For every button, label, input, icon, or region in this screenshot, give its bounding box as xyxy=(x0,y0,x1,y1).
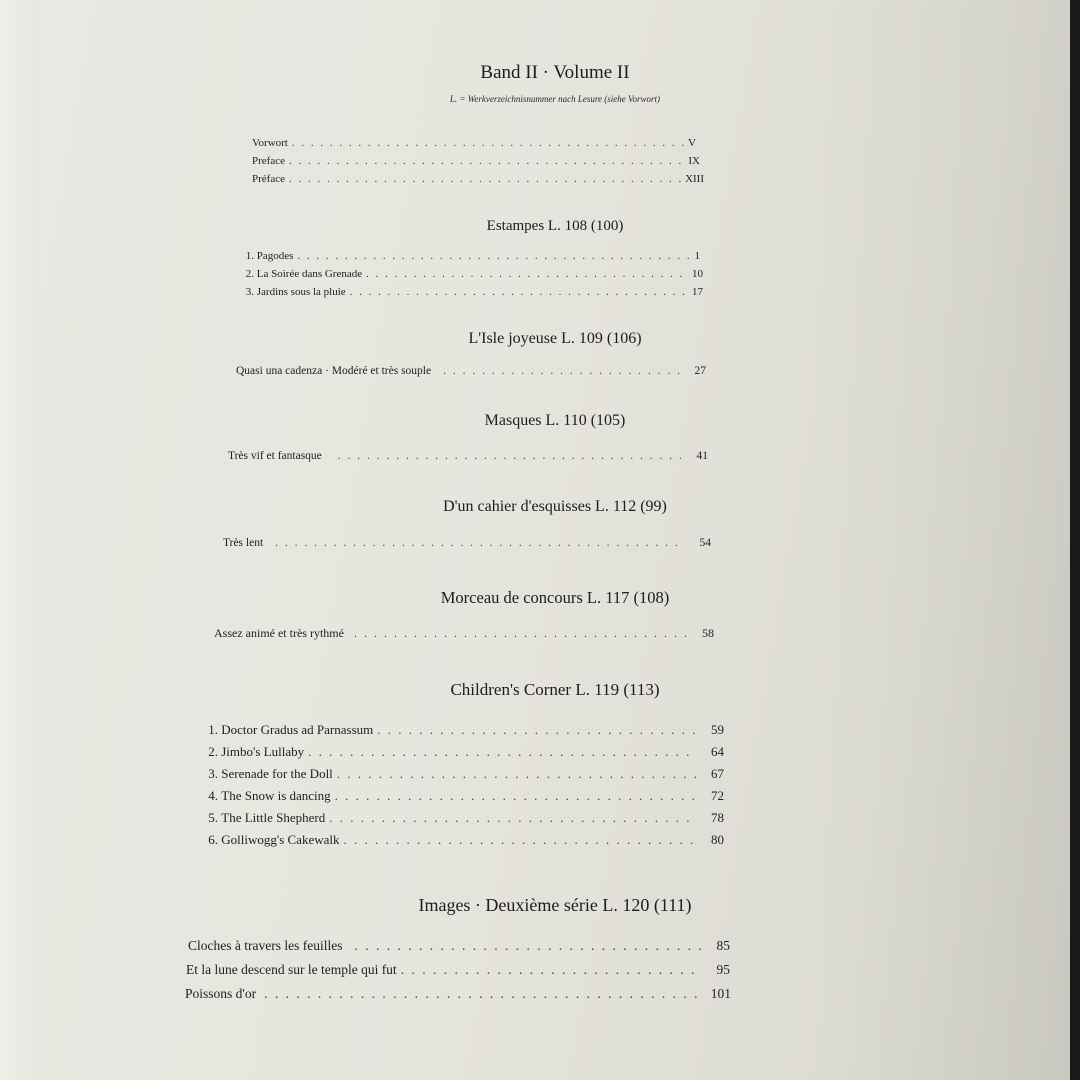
entry-label: The Snow is dancing xyxy=(221,788,331,803)
dot-leader xyxy=(354,626,686,641)
dot-leader xyxy=(275,537,681,549)
toc-entry[interactable] xyxy=(188,938,730,954)
toc-entry[interactable] xyxy=(200,722,724,738)
toc-entry-preface[interactable] xyxy=(252,155,700,167)
entry-label: Vorwort xyxy=(252,137,288,149)
entry-page: 95 xyxy=(716,962,730,977)
toc-entry[interactable] xyxy=(186,962,730,978)
entry-label: Preface xyxy=(252,155,285,167)
toc-entry[interactable] xyxy=(200,810,724,826)
entry-page: 58 xyxy=(702,626,714,640)
entry-number: 3. xyxy=(208,766,218,781)
entry-page: 1 xyxy=(694,250,700,262)
dot-leader xyxy=(329,810,697,826)
toc-entry[interactable] xyxy=(200,832,724,848)
volume-title: Band II · Volume II xyxy=(480,62,630,83)
toc-entry[interactable] xyxy=(200,766,724,782)
dot-leader xyxy=(443,365,680,377)
dot-leader xyxy=(338,450,681,462)
entry-label: Cloches à travers les feuilles xyxy=(188,938,343,953)
dot-leader xyxy=(401,962,701,978)
page-shadow xyxy=(810,0,1070,1080)
dot-leader xyxy=(335,788,697,804)
entry-label: Jimbo's Lullaby xyxy=(221,744,305,759)
toc-entry[interactable] xyxy=(236,365,706,377)
dot-leader xyxy=(350,286,688,298)
entry-page: 85 xyxy=(716,938,730,953)
entry-label: Préface xyxy=(252,173,285,185)
toc-page xyxy=(40,0,1070,1080)
toc-entry[interactable] xyxy=(240,286,703,298)
entry-number: 3. xyxy=(245,286,254,298)
entry-page: IX xyxy=(688,155,700,167)
entry-page: V xyxy=(688,137,696,149)
dot-leader xyxy=(308,744,697,760)
section-title-cahier-esquisses: D'un cahier d'esquisses L. 112 (99) xyxy=(443,498,667,515)
toc-entry-vorwort[interactable] xyxy=(252,137,696,149)
dot-leader xyxy=(297,250,690,262)
dot-leader xyxy=(289,155,684,167)
entry-number: 1. xyxy=(208,722,218,737)
entry-label: Très lent xyxy=(223,537,264,549)
entry-label: The Little Shepherd xyxy=(221,810,326,825)
dot-leader xyxy=(354,938,700,954)
toc-entry[interactable] xyxy=(200,788,724,804)
entry-number: 1. xyxy=(245,250,254,262)
entry-page: 64 xyxy=(711,744,724,759)
section-title-childrens-corner: Children's Corner L. 119 (113) xyxy=(450,680,660,699)
entry-page: 41 xyxy=(696,450,708,462)
toc-entry-preface-fr[interactable] xyxy=(252,173,704,185)
entry-label: Et la lune descend sur le temple qui fut xyxy=(186,962,397,977)
entry-page: 54 xyxy=(699,537,711,549)
entry-number: 4. xyxy=(208,788,218,803)
entry-label: Assez animé et très rythmé xyxy=(214,626,344,640)
toc-entry[interactable] xyxy=(214,626,714,641)
section-title-images: Images · Deuxième série L. 120 (111) xyxy=(418,895,692,915)
toc-entry[interactable] xyxy=(200,744,724,760)
entry-page: 17 xyxy=(692,286,703,298)
entry-label: Quasi una cadenza · Modéré et très souple xyxy=(236,365,432,377)
entry-label: Jardins sous la pluie xyxy=(256,286,346,298)
toc-entry[interactable] xyxy=(228,450,708,462)
entry-number: 2. xyxy=(245,268,254,280)
entry-page: 101 xyxy=(710,986,731,1001)
toc-entry[interactable] xyxy=(185,986,731,1002)
entry-number: 6. xyxy=(208,832,218,847)
entry-number: 2. xyxy=(208,744,218,759)
dot-leader xyxy=(377,722,697,738)
entry-label: La Soirée dans Grenade xyxy=(256,268,363,280)
entry-page: 10 xyxy=(692,268,703,280)
dot-leader xyxy=(344,832,698,848)
entry-label: Pagodes xyxy=(256,250,294,262)
entry-label: Doctor Gradus ad Parnassum xyxy=(221,722,374,737)
section-title-isle-joyeuse: L'Isle joyeuse L. 109 (106) xyxy=(468,330,642,347)
entry-number: 5. xyxy=(208,810,218,825)
entry-page: 80 xyxy=(711,832,724,847)
section-title-morceau-concours: Morceau de concours L. 117 (108) xyxy=(440,588,670,607)
entry-page: 72 xyxy=(711,788,724,803)
toc-entry[interactable] xyxy=(240,268,703,280)
entry-label: Serenade for the Doll xyxy=(221,766,333,781)
toc-entry[interactable] xyxy=(240,250,700,262)
lesure-note: L. = Werkverzeichnisnummer nach Lesure (siehe Vorwort) xyxy=(449,94,661,104)
section-title-masques: Masques L. 110 (105) xyxy=(484,412,626,429)
entry-page: XIII xyxy=(685,173,704,185)
dot-leader xyxy=(366,268,688,280)
entry-page: 27 xyxy=(694,365,706,377)
entry-label: Poissons d'or xyxy=(185,986,257,1001)
entry-page: 59 xyxy=(711,722,724,737)
entry-page: 78 xyxy=(711,810,724,825)
section-title-estampes: Estampes L. 108 (100) xyxy=(486,218,624,234)
dot-leader xyxy=(292,137,684,149)
entry-label: Golliwogg's Cakewalk xyxy=(221,832,340,847)
dot-leader xyxy=(337,766,697,782)
entry-label: Très vif et fantasque xyxy=(228,450,322,462)
dot-leader xyxy=(289,173,681,185)
dot-leader xyxy=(264,986,697,1002)
entry-page: 67 xyxy=(711,766,724,781)
toc-entry[interactable] xyxy=(223,537,711,549)
